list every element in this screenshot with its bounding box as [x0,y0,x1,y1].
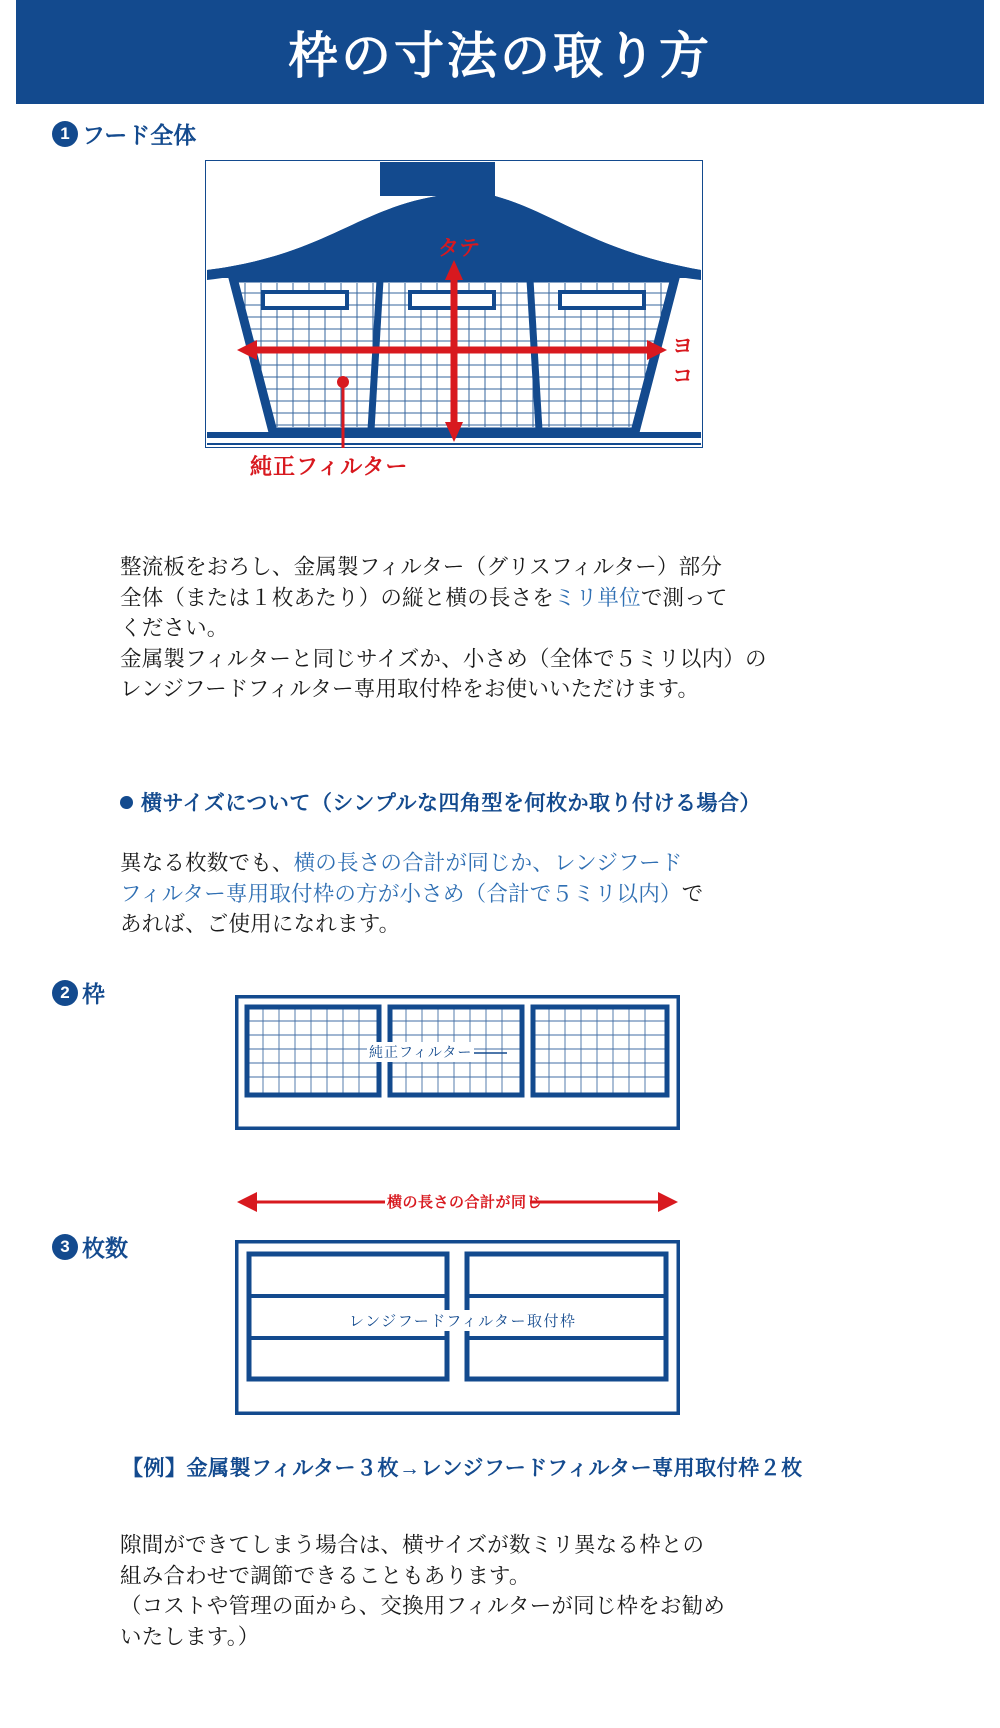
figure3-frame-label: レンジフードフィルター取付枠 [345,1310,581,1331]
p3-line2: 組み合わせで調節できることもあります。 [120,1563,531,1588]
p1-line1: 整流板をおろし、金属製フィルター（グリスフィルター）部分 [120,555,723,579]
section-heading-3 [52,1230,128,1263]
bullet-heading-label: 横サイズについて（シンプルな四角型を何枚か取り付ける場合） [141,792,762,815]
three-filters-illustration [235,995,680,1130]
p3-line3: （コストや管理の面から、交換用フィルターが同じ枠をお勧め [120,1594,726,1619]
p3-line1: 隙間ができてしまう場合は、横サイズが数ミリ異なる枠との [120,1533,705,1557]
width-arrow-label: 横の長さの合計が同じ [387,1194,543,1211]
label-genuine-filter: 純正フィルター [250,454,409,479]
paragraph-width-rule [120,848,910,940]
paragraph-gap-advice [120,1530,910,1652]
p3-line4: いたします。） [120,1624,260,1649]
figure-two-frames [235,1240,680,1415]
example-caption: 【例】金属製フィルター３枚→レンジフードフィルター専用取付枠２枚 [122,1457,803,1480]
figure-three-filters [235,995,680,1130]
p1-line5: レンジフードフィルター専用取付枠をお使いいただけます。 [120,677,700,702]
bullet-dot-icon [120,796,133,809]
label-horizontal: ヨコ [672,335,693,388]
section-number-2: 2 [52,980,78,1006]
page-header [16,0,984,104]
section-label-2: 枠 [82,981,105,1007]
section-heading-1 [52,117,196,150]
p2-line1b-highlight: 横の長さの合計が同じか、レンジフード [293,851,683,875]
section-number-3: 3 [52,1234,78,1260]
figure-range-hood [205,160,703,448]
p2-line3: あれば、ご使用になれます。 [120,912,401,937]
bullet-heading-width-size [120,787,761,817]
figure2-filter-label: 純正フィルター [369,1044,473,1060]
p1-line4: 金属製フィルターと同じサイズか、小さめ（全体で５ミリ以内）の [120,646,767,671]
p2-line1a: 異なる枚数でも、 [120,851,294,875]
range-hood-illustration [205,160,703,448]
p1-line2b-highlight: ミリ単位 [554,585,641,610]
p1-line2a: 全体（または１枚あたり）の縦と横の長さを [120,585,555,610]
p2-line2b-highlight: フィルター専用取付枠の方が小さめ（合計で５ミリ以内） [120,881,682,906]
p1-line3: ください。 [120,616,229,641]
p1-line2c: で測って [640,585,728,610]
label-vertical: タテ [438,237,480,260]
paragraph-measure-instructions [120,552,910,705]
section-heading-2 [52,976,105,1009]
section-number-1: 1 [52,121,78,147]
p2-line2c: で [681,881,704,906]
section-label-3: 枚数 [82,1235,128,1261]
section-label-1: フード全体 [82,122,197,148]
page-title: 枠の寸法の取り方 [288,28,712,84]
figure-width-equal-arrow [235,1182,680,1222]
